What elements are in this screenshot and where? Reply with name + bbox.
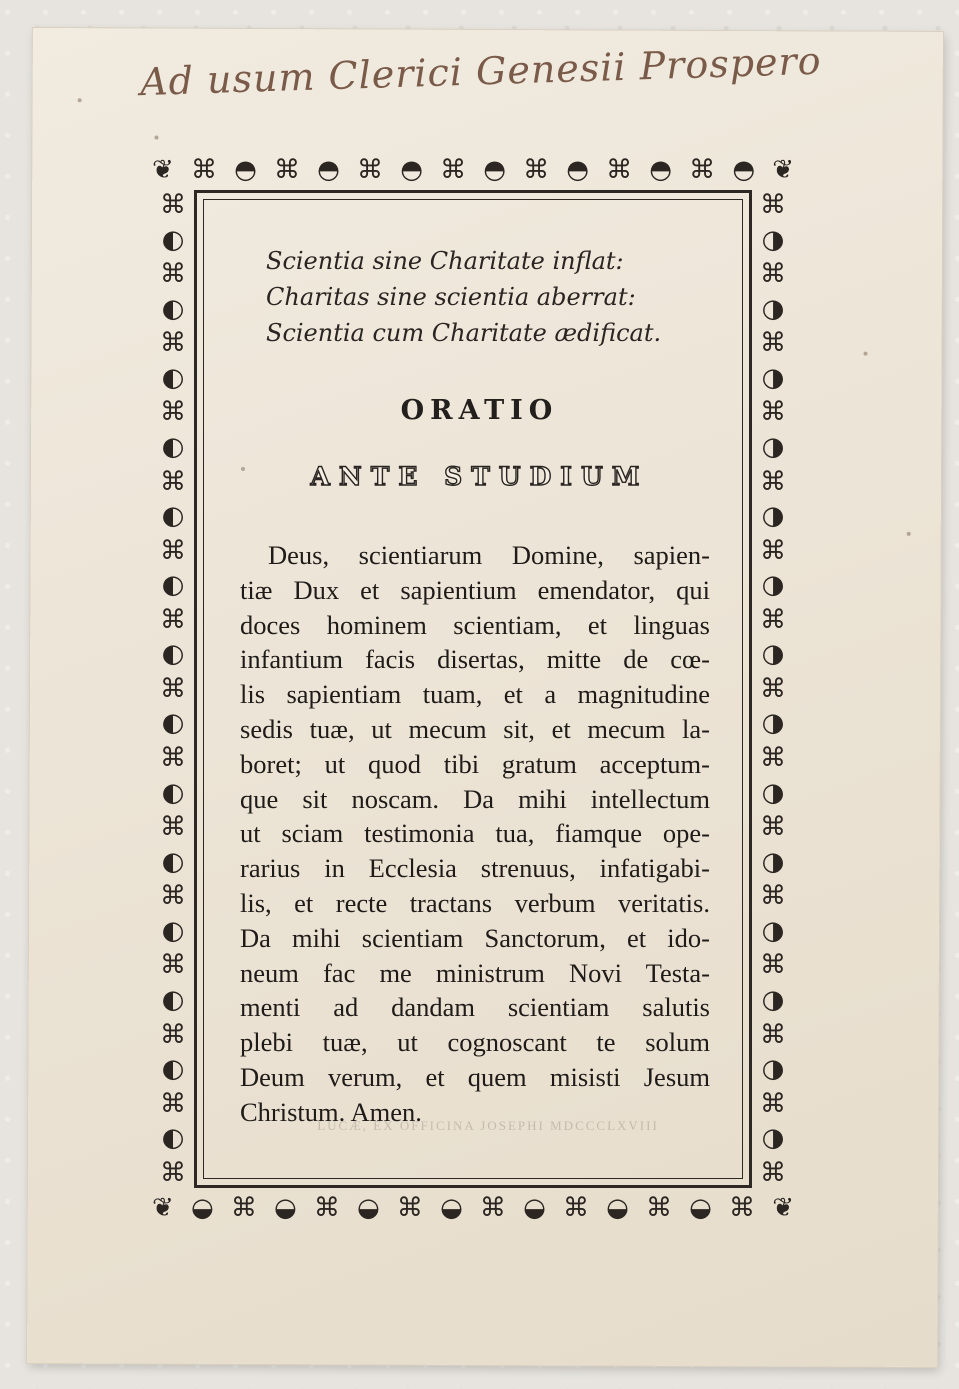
prayer-subtitle: ANTE STUDIUM <box>310 462 649 491</box>
show-through-imprint: LUCÆ, EX OFFICINA JOSEPHI MDCCCLXVIII <box>317 1118 659 1133</box>
prayer-line: infantium facis disertas, mitte de cœ- <box>240 644 710 675</box>
prayer-line: ut sciam testimonia tua, fiamque ope- <box>240 818 710 849</box>
prayer-line: Deum verum, et quem misisti Jesum <box>240 1061 710 1092</box>
prayer-body <box>240 538 710 1130</box>
paper-speck <box>863 352 867 356</box>
prayer-line: doces hominem scientiam, et linguas <box>240 609 710 640</box>
prayer-line: rarius in Ecclesia strenuus, infatigabi- <box>240 853 710 884</box>
motto-line: Scientia cum Charitate ædificat. <box>266 319 662 347</box>
prayer-line: sedis tuæ, ut mecum sit, et mecum la- <box>240 713 710 744</box>
prayer-line: que sit noscam. Da mihi intellectum <box>240 783 710 814</box>
ornament-icon: ❦ <box>152 1193 174 1223</box>
border-right: ⌘ ◑ ⌘ ◑ ⌘ ◑ ⌘ ◑ ⌘ ◑ ⌘ ◑ ⌘ ◑ ⌘ ◑ ⌘ ◑ ⌘ ◑ ⌘ ◑ ⌘ ◑ ⌘ ◑ ⌘ ◑ ⌘ <box>760 190 786 1188</box>
handwritten-inscription: Ad usum Clerici Genesii Prospero <box>139 38 823 105</box>
prayer-line: Christum. Amen. <box>240 1096 422 1127</box>
border-bottom: ❦ ◒ ⌘ ◒ ⌘ ◒ ⌘ ◒ ⌘ ◒ ⌘ ◒ ⌘ ◒ ⌘ ❦ <box>152 1193 794 1223</box>
paper-speck <box>907 532 911 536</box>
prayer-title: ORATIO <box>400 395 559 426</box>
motto-line: Charitas sine scientia aberrat: <box>266 283 636 311</box>
prayer-line: plebi tuæ, ut cognoscant te solum <box>240 1027 710 1058</box>
prayer-line: Da mihi scientiam Sanctorum, et ido- <box>240 922 710 953</box>
border-left: ⌘ ◐ ⌘ ◐ ⌘ ◐ ⌘ ◐ ⌘ ◐ ⌘ ◐ ⌘ ◐ ⌘ ◐ ⌘ ◐ ⌘ ◐ ⌘ ◐ ⌘ ◐ ⌘ ◐ ⌘ ◐ ⌘ <box>160 190 186 1188</box>
prayer-line: boret; ut quod tibi gratum acceptum- <box>240 748 710 779</box>
border-top: ❦ ⌘ ◓ ⌘ ◓ ⌘ ◓ ⌘ ◓ ⌘ ◓ ⌘ ◓ ⌘ ◓ ❦ <box>152 155 794 185</box>
paper-speck <box>154 136 158 140</box>
prayer-line: Deus, scientiarum Domine, sapien- <box>268 540 710 570</box>
prayer-line: lis, et recte tractans verbum veritatis. <box>240 887 710 918</box>
motto-line: Scientia sine Charitate inflat: <box>266 247 624 275</box>
prayer-line: lis sapientiam tuam, et a magnitudine <box>240 679 710 710</box>
ornament-icon: ❦ <box>152 155 174 185</box>
prayer-line: menti ad dandam scientiam salutis <box>240 992 710 1023</box>
prayer-line: neum fac me ministrum Novi Testa- <box>240 957 710 988</box>
motto <box>266 243 736 351</box>
paper-speck <box>78 98 82 102</box>
prayer-line: tiæ Dux et sapientium emendator, qui <box>240 574 710 605</box>
